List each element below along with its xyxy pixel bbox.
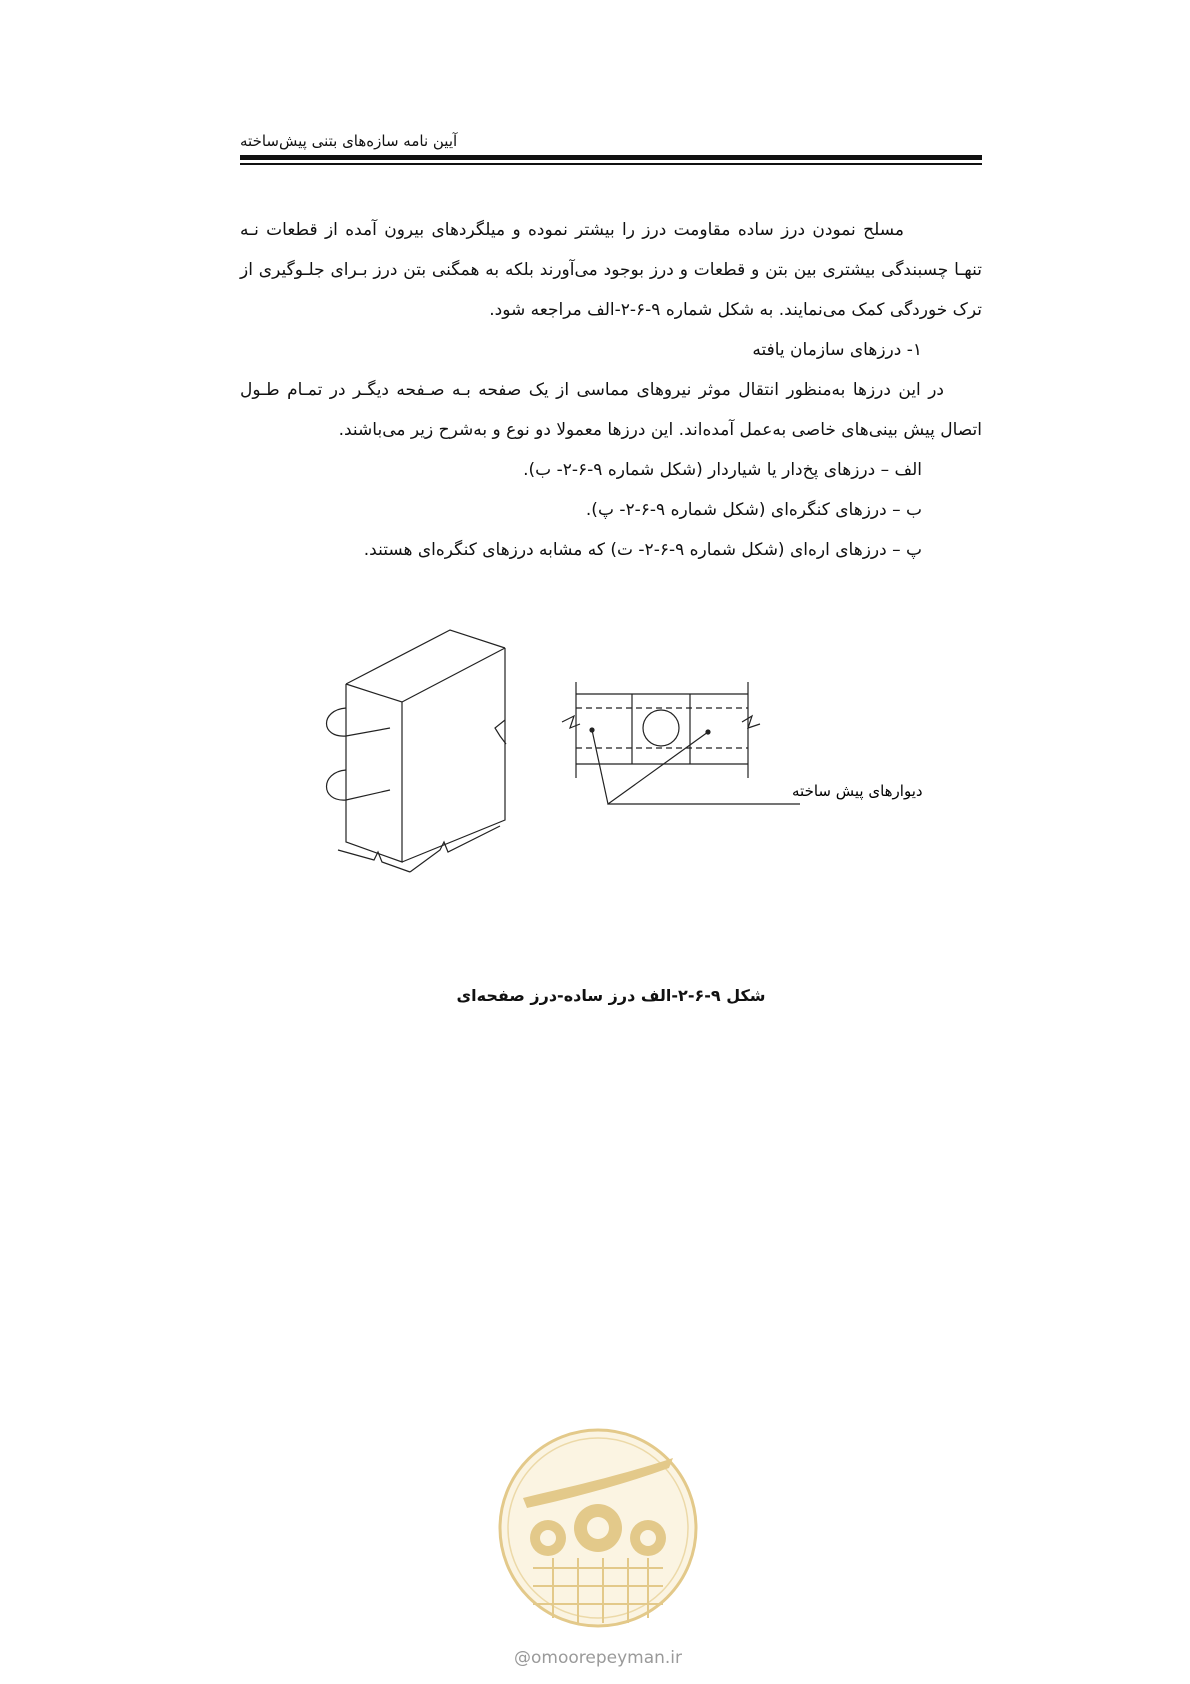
paragraph-2: در این درزها به‌منظور انتقال موثر نیروهای مماسی از یک صفحه بـه صـفحه دیگـر در تمـام طـول اتصال پیش بینی‌های خاصی به‌عمل آمده‌اند. این درزها معمولا دو نوع و به‌شرح زیر می‌باشند. [240,380,982,440]
list-item-a: الف – درزهای پخ‌دار یا شیاردار (شکل شماره ۹-۶-۲- ب). [523,460,922,480]
body-text [240,210,982,570]
figure-label: دیوارهای پیش ساخته [792,782,923,800]
watermark-logo [493,1418,703,1678]
list-item-b: ب – درزهای کنگره‌ای (شکل شماره ۹-۶-۲- پ). [585,500,922,520]
header-rule-thick [240,155,982,160]
logo-url: @omoorepeyman.ir [513,1648,683,1668]
list-item-c: پ – درزهای اره‌ای (شکل شماره ۹-۶-۲- ت) که مشابه درزهای کنگره‌ای هستند. [363,540,922,560]
paragraph-1: مسلح نمودن درز ساده مقاومت درز را بیشتر نموده و میلگردهای بیرون آمده از قطعات نـه تنهـا چسبندگی بیشتری بین بتن و قطعات و درز بوجود می‌آورند بلکه به همگنی بتن درز بـرای جلـوگیری از ترک خوردگی کمک می‌نمایند. به شکل شماره ۹-۶-۲-الف مراجعه شود. [240,220,982,320]
figure-simple-joint [330,650,923,950]
header-rule-thin [240,163,982,165]
header-title: آیین نامه سازه‌های بتنی پیش‌ساخته [240,132,458,150]
heading-organized-joints: ۱- درزهای سازمان یافته [752,340,922,360]
figure-caption: شکل ۹-۶-۲-الف درز ساده-درز صفحه‌ای [456,986,766,1005]
logo-seal-icon [493,1418,703,1638]
figure-drawing [330,650,923,950]
page-header [240,120,982,160]
